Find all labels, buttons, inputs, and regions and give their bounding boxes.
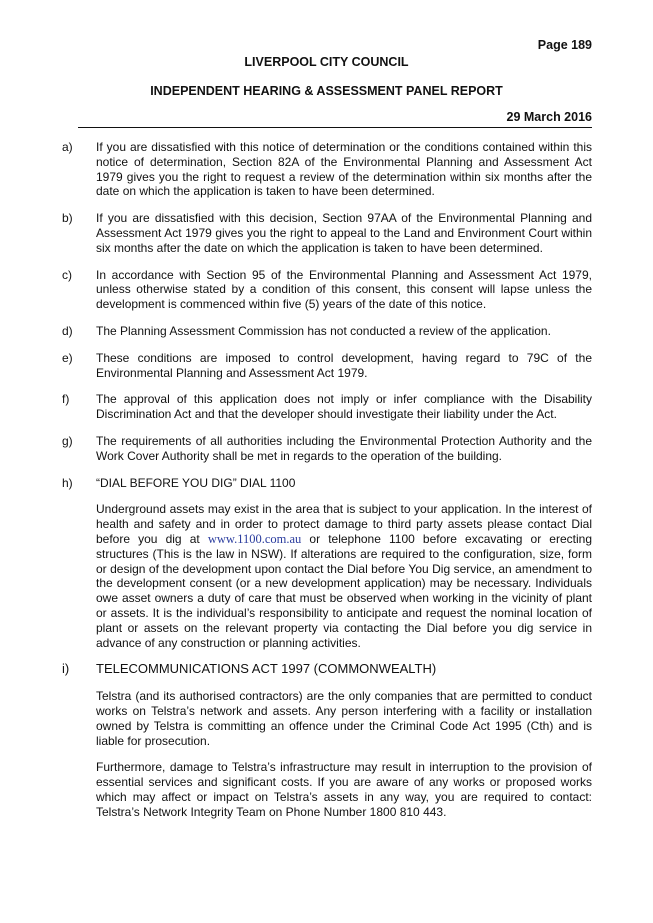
condition-item-a [62,140,592,199]
page-number: Page 189 [537,38,592,52]
report-title: INDEPENDENT HEARING & ASSESSMENT PANEL REPORT [150,84,503,98]
para-text: Underground assets may exist in the area that is subject to your application. In the interest of health and safety and in order to protect damage to third party assets please contact Dial before you dig at [96,502,592,546]
condition-item-h [62,476,592,651]
report-date: 29 March 2016 [506,110,592,124]
item-heading: TELECOMMUNICATIONS ACT 1997 (COMMONWEALTH) [96,661,437,677]
para-text: or telephone 1100 before excavating or erecting structures (This is the law in NSW). If alterations are required to the configuration, size, form or design of the development upon contact the Dial before You Dig service, an amendment to the development consent (or a new development application) may be necessary. Individuals owe asset owners a duty of care that must be observed when working in the vicinity of plant or assets. It is the individual’s responsibility to anticipate and request the nominal location of plant or assets on the relevant property via contacting the Dial before you dig service in advance of any construction or planning activities. [96,531,592,650]
condition-item-d [62,324,592,339]
item-letter: e) [62,350,73,365]
condition-item-c [62,268,592,312]
item-letter: c) [62,267,72,282]
item-text: If you are dissatisfied with this decision, Section 97AA of the Environmental Planning and Assessment Act 1979 gives you the right to appeal to the Land and Environment Court within six months after the date on which the application is taken to have been determined. [96,211,592,255]
item-letter: g) [62,433,73,448]
item-letter: h) [62,475,73,490]
item-text: If you are dissatisfied with this notice of determination or the conditions contained within this notice of determination, Section 82A of the Environmental Planning and Assessment Act 1979 gives you the right to request a review of the determination within six months after the date on which the application is taken to have been determined. [96,140,592,199]
item-letter: a) [62,140,73,154]
dial-before-you-dig-link[interactable]: www.1100.com.au [207,531,302,546]
item-text: In accordance with Section 95 of the Environmental Planning and Assessment Act 1979, unless otherwise stated by a condition of this consent, this consent will lapse unless the development is commenced within five (5) years of the date of this notice. [96,267,592,312]
condition-item-f [62,392,592,422]
item-text: The Planning Assessment Commission has not conducted a review of the application. [96,323,551,338]
item-text: The approval of this application does not imply or infer compliance with the Disability Discrimination Act and that the developer should investigate their liability under the Act. [96,392,592,422]
header-rule [78,127,592,128]
item-text: The requirements of all authorities including the Environmental Protection Authority and the Work Cover Authority shall be met in regards to the operation of the building. [96,433,592,463]
item-text: These conditions are imposed to control development, having regard to 79C of the Environmental Planning and Assessment Act 1979. [96,350,592,380]
item-letter: f) [62,392,70,407]
item-letter: b) [62,211,73,226]
condition-item-g [62,434,592,464]
item-heading: “DIAL BEFORE YOU DIG” DIAL 1100 [96,475,296,490]
conditions-list [62,140,592,831]
item-letter: d) [62,323,73,338]
dial-before-you-dig-paragraph [96,502,592,650]
telstra-paragraph-1: Telstra (and its authorised contractors) are the only companies that are permitted to conduct works on Telstra’s network and assets. Any person interfering with a facility or installation owned by Telstra is committing an offence under the Criminal Code Act 1995 (Cth) and is liable for prosecution. [96,689,592,748]
condition-item-i [62,662,592,819]
council-name: LIVERPOOL CITY COUNCIL [244,55,409,69]
telstra-paragraph-2: Furthermore, damage to Telstra’s infrastructure may result in interruption to the provision of essential services and significant costs. If you are aware of any works or proposed works which may affect or impact on Telstra’s assets in any way, you are required to contact: Telstra’s Network Integrity Team on Phone Number 1800 810 443. [96,760,592,819]
condition-item-e [62,351,592,381]
item-letter: i) [62,661,70,677]
condition-item-b [62,211,592,255]
